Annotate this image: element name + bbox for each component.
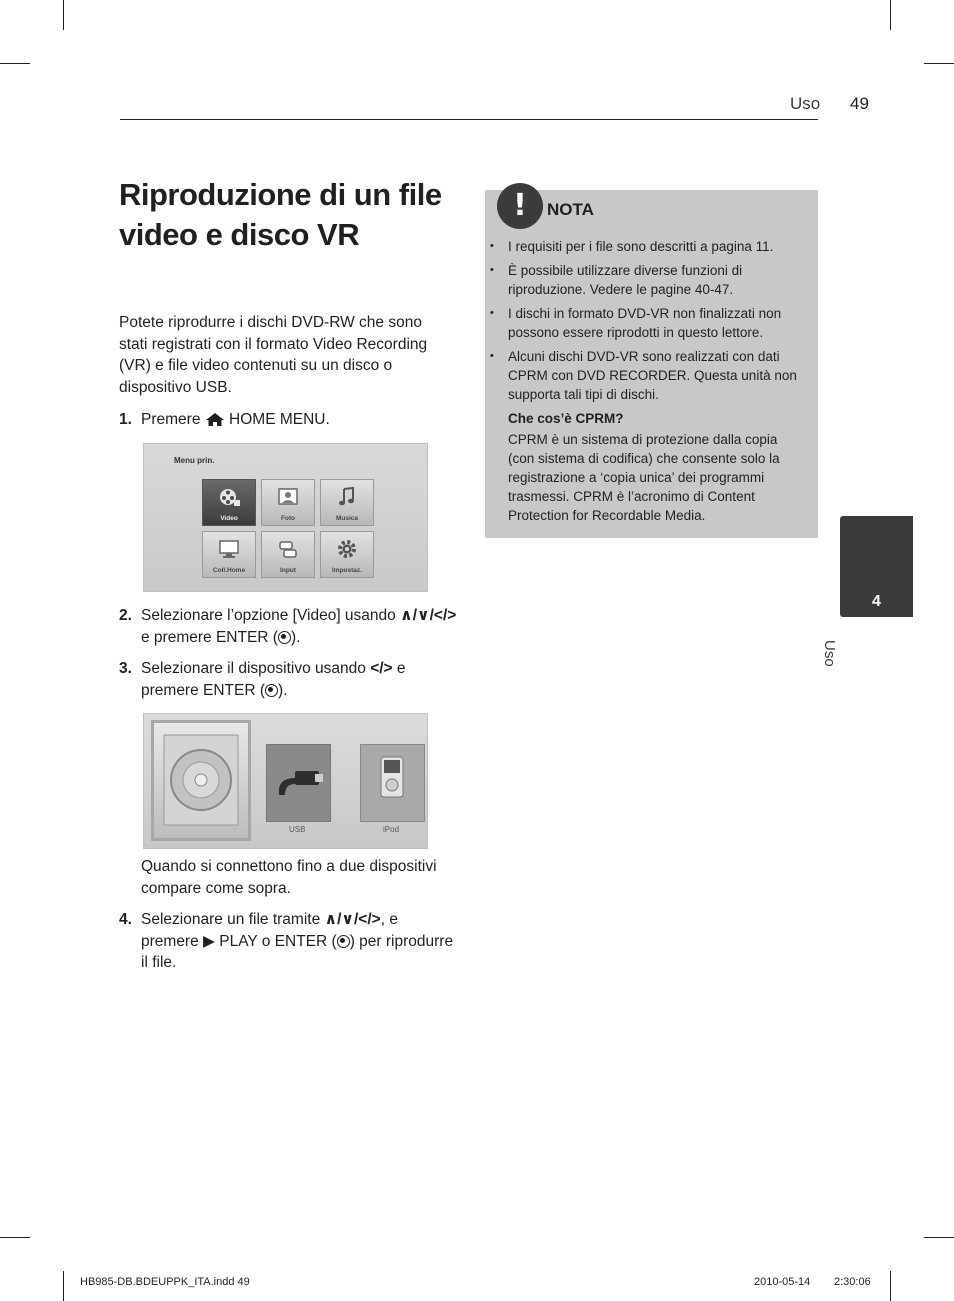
crop-mark [924, 1237, 954, 1238]
device-label-ipod: iPod [383, 825, 400, 834]
menu-tile-label: Input [280, 567, 296, 574]
music-note-icon [336, 486, 358, 508]
header-divider [120, 119, 818, 120]
menu-tile-label: Coll.Home [212, 567, 246, 574]
disc-icon [154, 723, 248, 838]
note-item: • Alcuni dischi DVD-VR sono realizzati con dati CPRM con DVD RECORDER. Questa unità non supporta tali tipi di dischi. [485, 347, 798, 404]
disc-device-tile [151, 720, 251, 841]
step-text: ). [290, 628, 301, 646]
menu-tile-foto [261, 479, 315, 526]
step-text: Selezionare un file tramite [141, 911, 325, 928]
menu-tile-impostaz [320, 531, 374, 578]
step-text: Selezionare l’opzione [Video] usando [141, 607, 401, 624]
gear-icon [336, 538, 358, 560]
footer-filename: HB985-DB.BDEUPPK_ITA.indd 49 [80, 1276, 250, 1288]
play-icon: ▶ [203, 932, 215, 950]
crop-mark [0, 63, 30, 64]
crop-mark [0, 1237, 30, 1238]
step-number: 1. [119, 411, 132, 428]
note-item: • I requisiti per i file sono descritti a pagina 11. [485, 237, 798, 256]
note-title: NOTA [547, 200, 594, 219]
ipod-device-tile [360, 744, 425, 822]
home-menu-screenshot [143, 443, 428, 592]
chapter-tab [840, 516, 913, 617]
menu-title: Menu prin. [174, 456, 215, 465]
film-reel-icon [218, 486, 240, 508]
usb-icon [267, 745, 330, 821]
intro-paragraph: Potete riprodurre i dischi DVD-RW che sono stati registrati con il formato Video Recording (VR) e file video contenuti su un disco o dispositivo USB. [119, 314, 428, 396]
chapter-number: 4 [872, 593, 881, 610]
menu-tile-video [202, 479, 256, 526]
device-selection-screenshot [143, 713, 428, 849]
chapter-label: Uso [821, 640, 838, 667]
running-header-section: Uso [790, 94, 821, 113]
monitor-icon [218, 538, 240, 560]
crop-mark [924, 63, 954, 64]
home-icon [205, 412, 225, 427]
cprm-heading: Che cos’è CPRM? [508, 411, 624, 426]
menu-tile-musica [320, 479, 374, 526]
page-number: 49 [850, 94, 869, 113]
menu-tile-label: Video [220, 515, 238, 522]
note-box [485, 190, 818, 538]
input-plug-icon [277, 538, 299, 560]
menu-tile-input [261, 531, 315, 578]
step-number: 4. [119, 911, 132, 928]
enter-button-icon [337, 935, 350, 948]
menu-tile-label: Foto [280, 515, 296, 522]
step-text: ) per riprodurre il file. [141, 932, 454, 971]
menu-tile-label: Musica [335, 515, 359, 522]
device-caption: Quando si connettono fino a due dispositivi compare come sopra. [141, 858, 437, 897]
note-item: • È possibile utilizzare diverse funzioni di riproduzione. Vedere le pagine 40-47. [485, 261, 798, 299]
note-list [485, 237, 818, 409]
enter-button-icon [265, 684, 278, 697]
step-text: Selezionare il dispositivo usando [141, 660, 371, 677]
crop-mark [890, 0, 891, 30]
device-label-usb: USB [289, 825, 306, 834]
exclamation-glyph: ! [513, 188, 527, 223]
photo-icon [277, 486, 299, 508]
crop-mark [63, 1271, 64, 1301]
footer-time: 2:30:06 [834, 1276, 871, 1288]
exclamation-icon [497, 183, 543, 229]
cprm-body: CPRM è un sistema di protezione dalla copia (con sistema di codifica) che consente solo la registrazione a ‘copia unica’ dei programmi trasmessi. CPRM è l’acronimo di Content Protection for Recordable Media. [508, 432, 780, 523]
step-text: HOME MENU. [224, 411, 330, 428]
enter-button-icon [278, 631, 291, 644]
step-number: 2. [119, 607, 132, 624]
step-text: ). [278, 681, 288, 699]
menu-tile-label: Impostaz. [332, 567, 362, 574]
navigation-keys: ∧/∨/</> [324, 911, 381, 928]
ipod-icon [361, 745, 424, 821]
menu-tile-coll-home [202, 531, 256, 578]
step-text: PLAY o ENTER ( [214, 932, 337, 950]
navigation-keys: </> [370, 660, 393, 677]
step-text: e premere ENTER ( [141, 660, 406, 699]
step-text: Premere [141, 411, 205, 428]
page-title: Riproduzione di un file video e disco VR [119, 177, 442, 252]
step-text: , e premere [141, 911, 398, 950]
step-number: 3. [119, 660, 132, 677]
navigation-keys: ∧/∨/</> [400, 607, 457, 624]
crop-mark [890, 1271, 891, 1301]
note-item: • I dischi in formato DVD-VR non finalizzati non possono essere riprodotti in questo lettore. [485, 304, 798, 342]
usb-device-tile [266, 744, 331, 822]
footer-date: 2010-05-14 [754, 1276, 811, 1288]
crop-mark [63, 0, 64, 30]
step-text: e premere ENTER ( [141, 628, 278, 646]
